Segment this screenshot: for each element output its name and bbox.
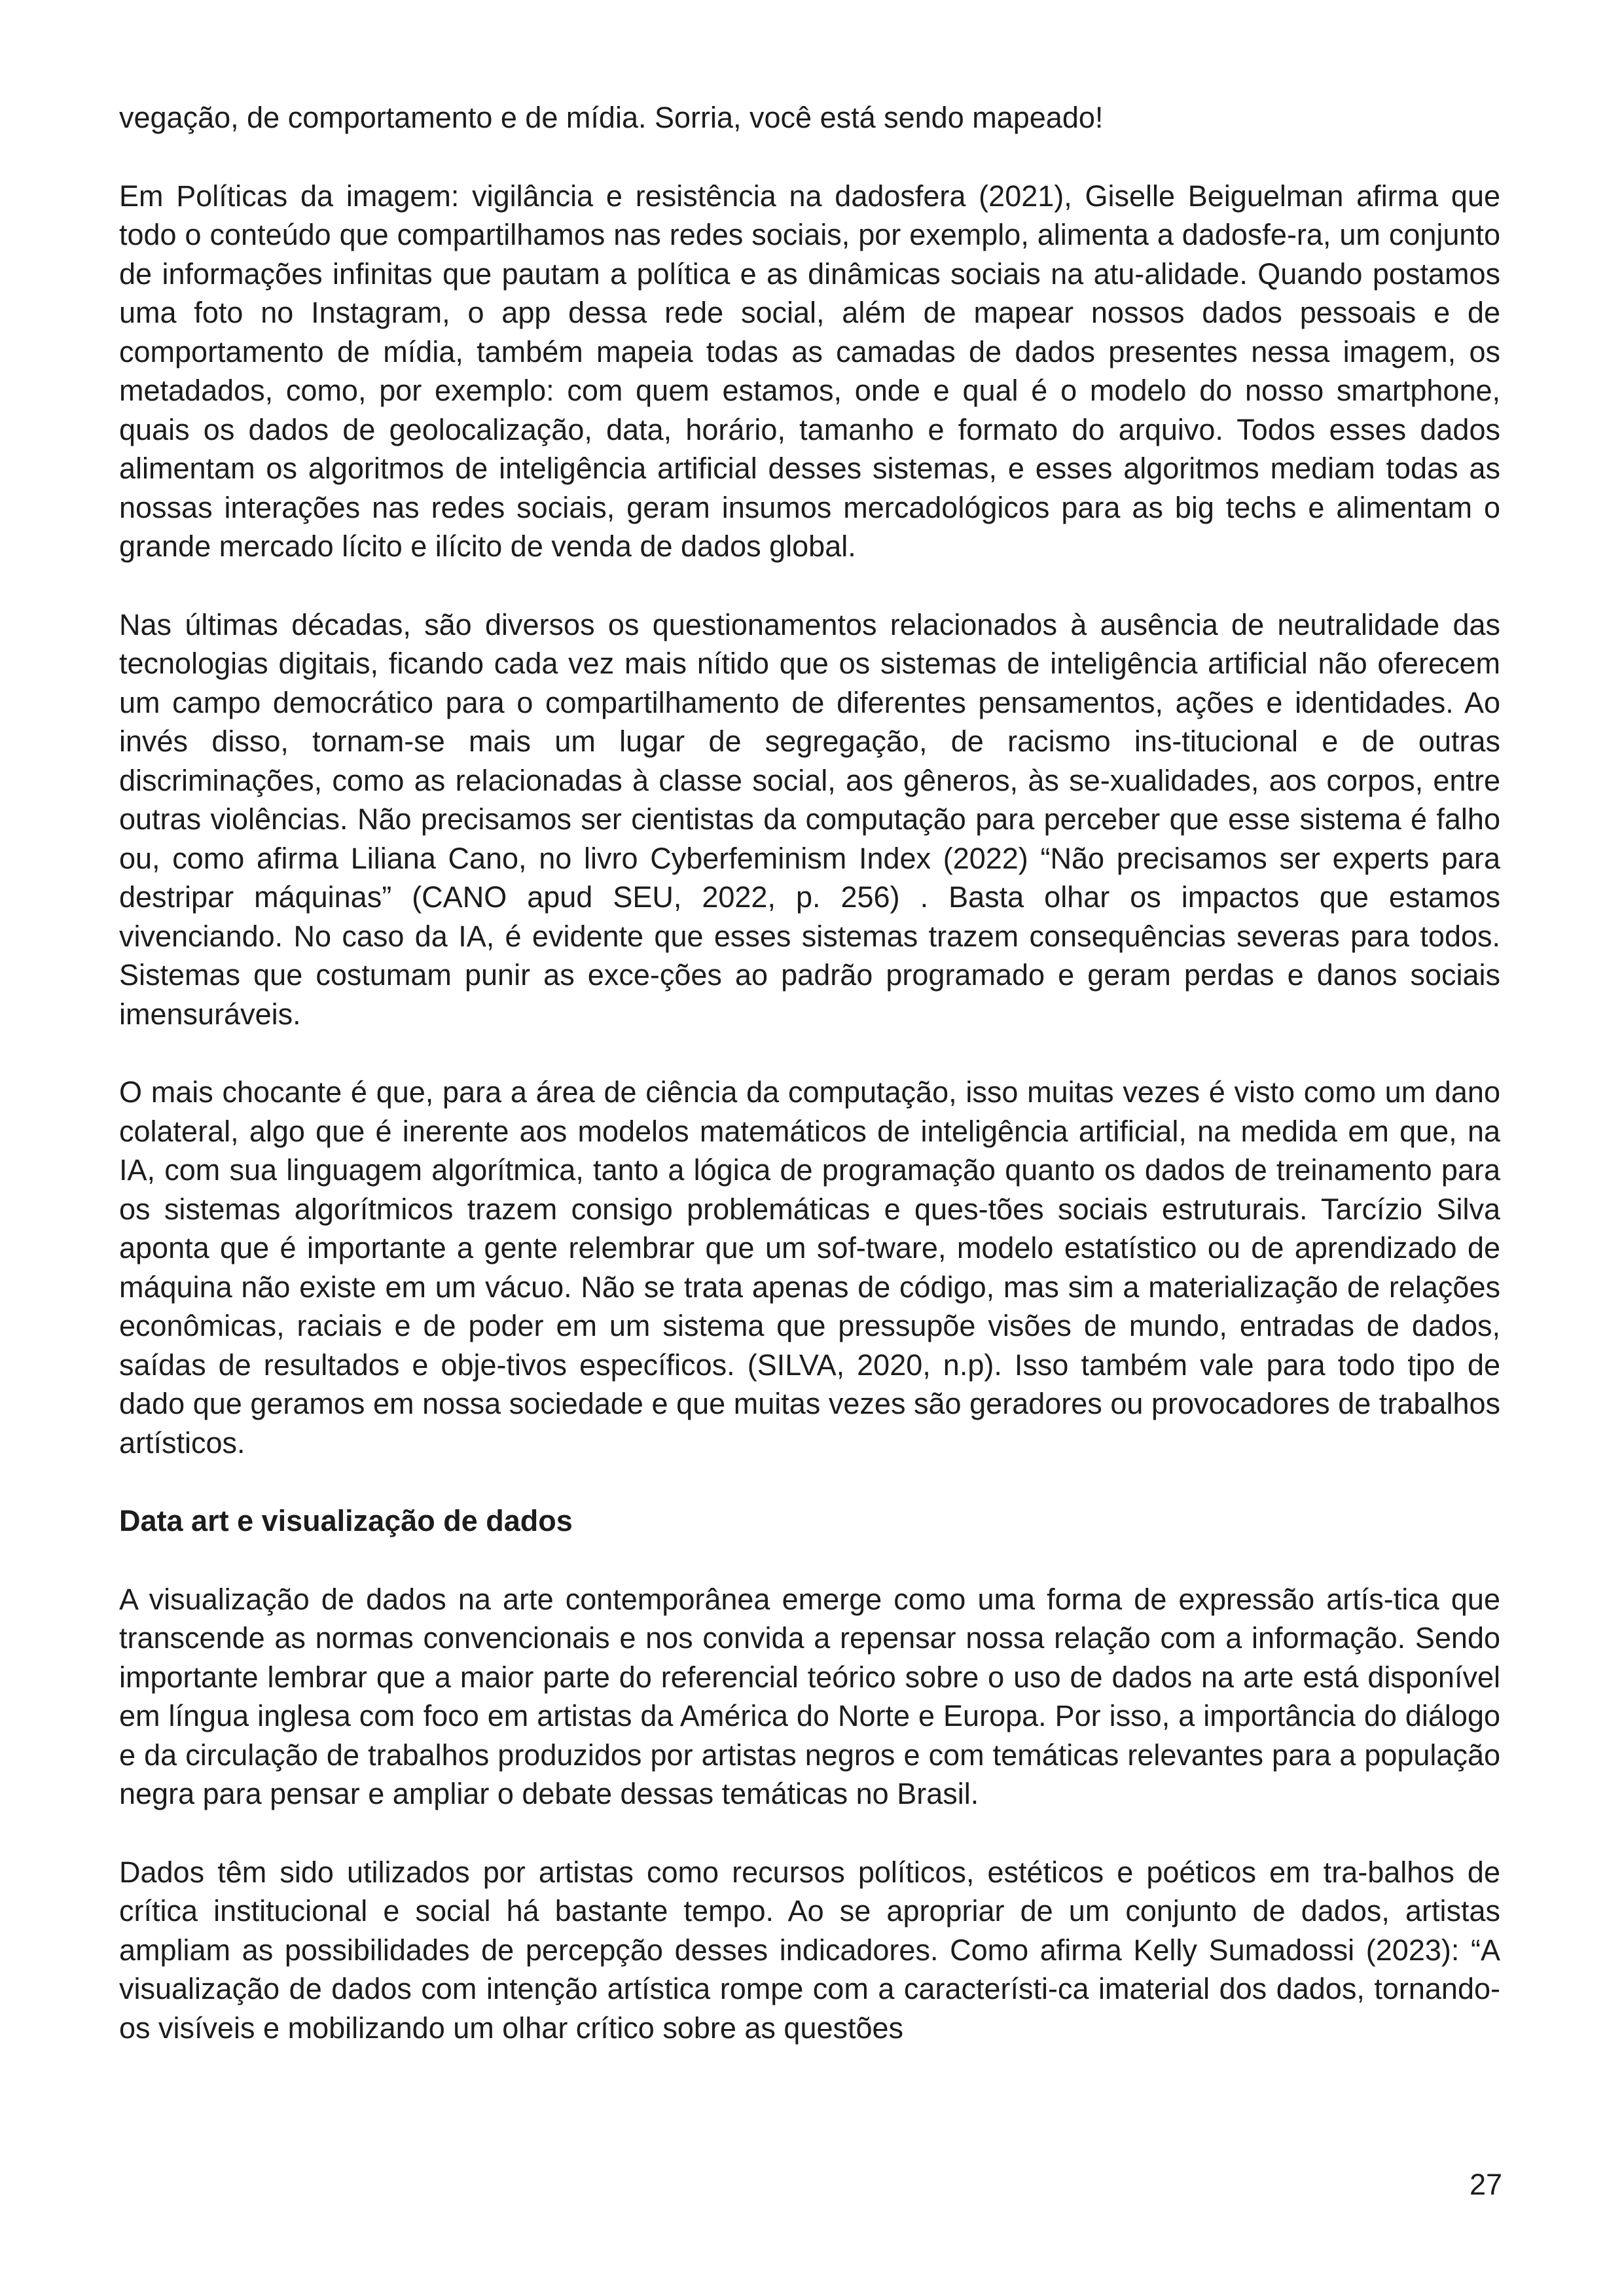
- paragraph-neutralidade: Nas últimas décadas, são diversos os questionamentos relacionados à ausência de neutralidade das tecnologias digitais, ficando cada vez mais nítido que os sistemas de inteligência artificial não oferecem um campo democrático para o compartilhamento de diferentes pensamentos, ações e identidades. Ao invés disso, tornam-se mais um lugar de segregação, de racismo ins-titucional e de outras discriminações, como as relacionadas à classe social, aos gêneros, às se-xualidades, aos corpos, entre outras violências. Não precisamos ser cientistas da computação para perceber que esse sistema é falho ou, como afirma Liliana Cano, no livro Cyberfeminism Index (2022) “Não precisamos ser experts para destripar máquinas” (CANO apud SEU, 2022, p. 256) . Basta olhar os impactos que estamos vivenciando. No caso da IA, é evidente que esses sistemas trazem consequências severas para todos. Sistemas que costumam punir as exce-ções ao padrão programado e geram perdas e danos sociais imensuráveis.: [119, 607, 1500, 1031]
- paragraph-dados-artistas: Dados têm sido utilizados por artistas como recursos políticos, estéticos e poéticos em tra-balhos de crítica institucional e social há bastante tempo. Ao se apropriar de um conjunto de dados, artistas ampliam as possibilidades de percepção desses indicadores. Como afirma Kelly Sumadossi (2023): “A visualização de dados com intenção artística rompe com a característi-ca imaterial dos dados, tornando-os visíveis e mobilizando um olhar crítico sobre as questões: [119, 1855, 1500, 2045]
- paragraph-visualizacao-arte: A visualização de dados na arte contemporânea emerge como uma forma de expressão artís-tica que transcende as normas convencionais e nos convida a repensar nossa relação com a informação. Sendo importante lembrar que a maior parte do referencial teórico sobre o uso de dados na arte está disponível em língua inglesa com foco em artistas da América do Norte e Europa. Por isso, a importância do diálogo e da circulação de trabalhos produzidos por artistas negros e com temáticas relevantes para a população negra para pensar e ampliar o debate dessas temáticas no Brasil.: [119, 1582, 1500, 1810]
- paragraph-beiguelman: Em Políticas da imagem: vigilância e resistência na dadosfera (2021), Giselle Beiguelman afirma que todo o conteúdo que compartilhamos nas redes sociais, por exemplo, alimenta a dadosfe-ra, um conjunto de informações infinitas que pautam a política e as dinâmicas sociais na atu-alidade. Quando postamos uma foto no Instagram, o app dessa rede social, além de mapear nossos dados pessoais e de comportamento de mídia, também mapeia todas as camadas de dados presentes nessa imagem, os metadados, como, por exemplo: com quem estamos, onde e qual é o modelo do nosso smartphone, quais os dados de geolocalização, data, horário, tamanho e formato do arquivo. Todos esses dados alimentam os algoritmos de inteligência artificial desses sistemas, e esses algoritmos mediam todas as nossas interações nas redes sociais, geram insumos mercadológicos para as big techs e alimentam o grande mercado lícito e ilícito de venda de dados global.: [119, 179, 1500, 563]
- paragraph-intro-line: vegação, de comportamento e de mídia. Sorria, você está sendo mapeado!: [119, 101, 1104, 134]
- paragraph-dano-colateral: O mais chocante é que, para a área de ciência da computação, isso muitas vezes é visto como um dano colateral, algo que é inerente aos modelos matemáticos de inteligência artificial, na medida em que, na IA, com sua linguagem algorítmica, tanto a lógica de programação quanto os dados de treinamento para os sistemas algorítmicos trazem consigo problemáticas e ques-tões sociais estruturais. Tarcízio Silva aponta que é importante a gente relembrar que um sof-tware, modelo estatístico ou de aprendizado de máquina não existe em um vácuo. Não se trata apenas de código, mas sim a materialização de relações econômicas, raciais e de poder em um sistema que pressupõe visões de mundo, entradas de dados, saídas de resultados e obje-tivos específicos. (SILVA, 2020, n.p). Isso também vale para todo tipo de dado que geramos em nossa sociedade e que muitas vezes são geradores ou provocadores de trabalhos artísticos.: [119, 1075, 1500, 1460]
- page-number: 27: [1469, 2168, 1502, 2201]
- document-page: [119, 98, 1500, 2047]
- section-heading: Data art e visualização de dados: [119, 1504, 573, 1537]
